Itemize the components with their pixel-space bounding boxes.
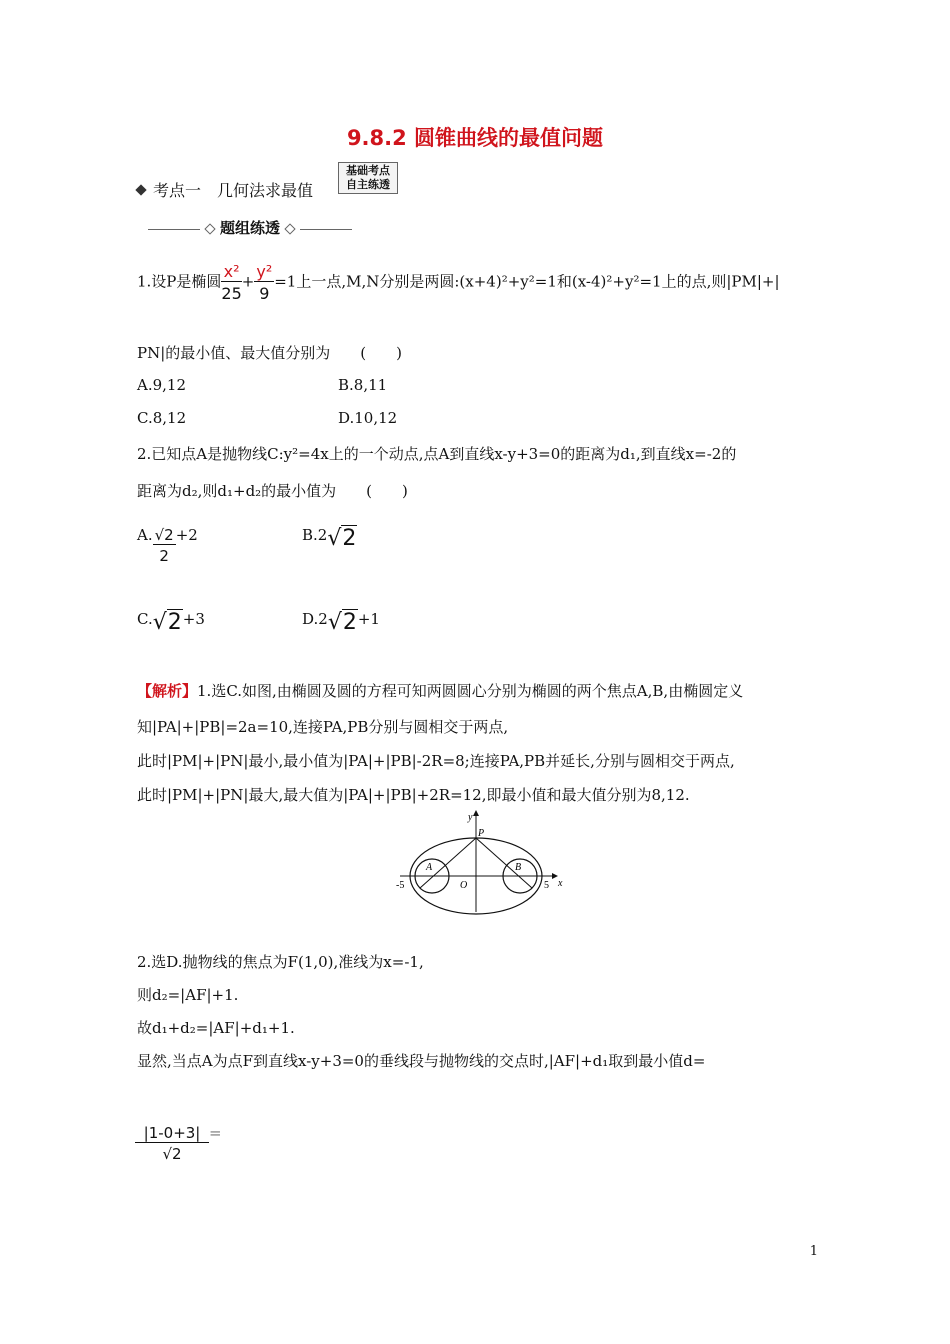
q2-option-a: A. $\frac{√2}{2}$ +2 — [137, 526, 198, 565]
q1-option-c: C.8,12 — [137, 409, 187, 427]
sqrt-2: √2 — [327, 610, 357, 635]
fraction-distance: $\frac{|1-0+3|}{√2}$ — [135, 1124, 209, 1163]
solution-tag: 【解析】 — [137, 682, 198, 700]
diamond-bullet-icon — [135, 184, 146, 195]
q1-option-a: A.9,12 — [137, 376, 186, 394]
q1-option-b: B.8,11 — [338, 376, 388, 394]
diamond-icon — [284, 223, 295, 234]
section-label: 考点一 几何法求最值 — [153, 181, 314, 200]
fig-label-A: A — [426, 862, 433, 873]
fig-label-P: P — [478, 828, 485, 839]
fig-label-x: x — [558, 878, 563, 889]
solution-line4: 此时|PM|+|PN|最大,最大值为|PA|+|PB|+2R=12,即最小值和最大值分别为8,12. — [137, 786, 690, 804]
q2-line2: 距离为d₂,则d₁+d₂的最小值为 ( ) — [137, 482, 408, 500]
solution-line3: 此时|PM|+|PN|最小,最小值为|PA|+|PB|-2R=8;连接PA,PB并延长,分别与圆相交于两点, — [137, 752, 735, 770]
q1-line2: PN|的最小值、最大值分别为 ( ) — [137, 344, 402, 362]
fig-label-y: y — [468, 812, 473, 823]
fig-label-B: B — [515, 862, 522, 873]
fig-label-neg5: -5 — [396, 880, 405, 891]
q1-option-d: D.10,12 — [338, 409, 398, 427]
solution-line2: 知|PA|+|PB|=2a=10,连接PA,PB分别与圆相交于两点, — [137, 718, 509, 736]
fraction-x2-25: $\frac{\text{x²}}{25}$ — [221, 262, 242, 303]
diamond-icon — [204, 223, 215, 234]
ellipse-figure — [392, 806, 572, 916]
fig-label-5: 5 — [544, 880, 549, 891]
solution2-fraction: $\frac{|1-0+3|}{√2}$ = — [135, 1124, 222, 1163]
q1-line1: 1.设P是椭圆 $\frac{\text{x²}}{25}$ + $\frac{\text{y²}}{9}$ =1上一点,M,N分别是两圆:(x+4)²+y²=1和(x-4)²+y²=1上的点,则|PM|+| — [137, 262, 780, 303]
fig-label-O: O — [460, 880, 468, 891]
q2-option-c: C.√2+3 — [137, 610, 205, 635]
stamp-line-2: 自主练透 — [346, 178, 390, 191]
q2-option-b: B.2√2 — [302, 526, 357, 551]
section-heading — [137, 178, 313, 201]
solution2-line4: 显然,当点A为点F到直线x-y+3=0的垂线段与抛物线的交点时,|AF|+d₁取到最小值d= — [137, 1052, 706, 1070]
solution-line1: 【解析】1.选C.如图,由椭圆及圆的方程可知两圆圆心分别为椭圆的两个焦点A,B,由椭圆定义 — [137, 682, 744, 700]
q2-option-d: D.2√2+1 — [302, 610, 380, 635]
page-number: 1 — [809, 1244, 818, 1259]
stamp-line-1: 基础考点 — [346, 164, 390, 177]
solution2-line1: 2.选D.抛物线的焦点为F(1,0),准线为x=-1, — [137, 953, 424, 971]
section-stamp — [338, 162, 398, 194]
sqrt-2: √2 — [327, 526, 357, 551]
page-title: 9.8.2 圆锥曲线的最值问题 — [346, 126, 604, 150]
q2-line1: 2.已知点A是抛物线C:y²=4x上的一个动点,点A到直线x-y+3=0的距离为d₁,到直线x=-2的 — [137, 445, 737, 463]
group-title: 题组练透 — [220, 219, 281, 237]
solution2-line3: 故d₁+d₂=|AF|+d₁+1. — [137, 1019, 295, 1037]
solution2-line2: 则d₂=|AF|+1. — [137, 986, 239, 1004]
group-title-bar — [148, 217, 352, 238]
fraction-y2-9: $\frac{\text{y²}}{9}$ — [256, 262, 273, 303]
sqrt-2: √2 — [152, 610, 182, 635]
fraction-sqrt2-over-2: $\frac{√2}{2}$ — [154, 526, 174, 565]
